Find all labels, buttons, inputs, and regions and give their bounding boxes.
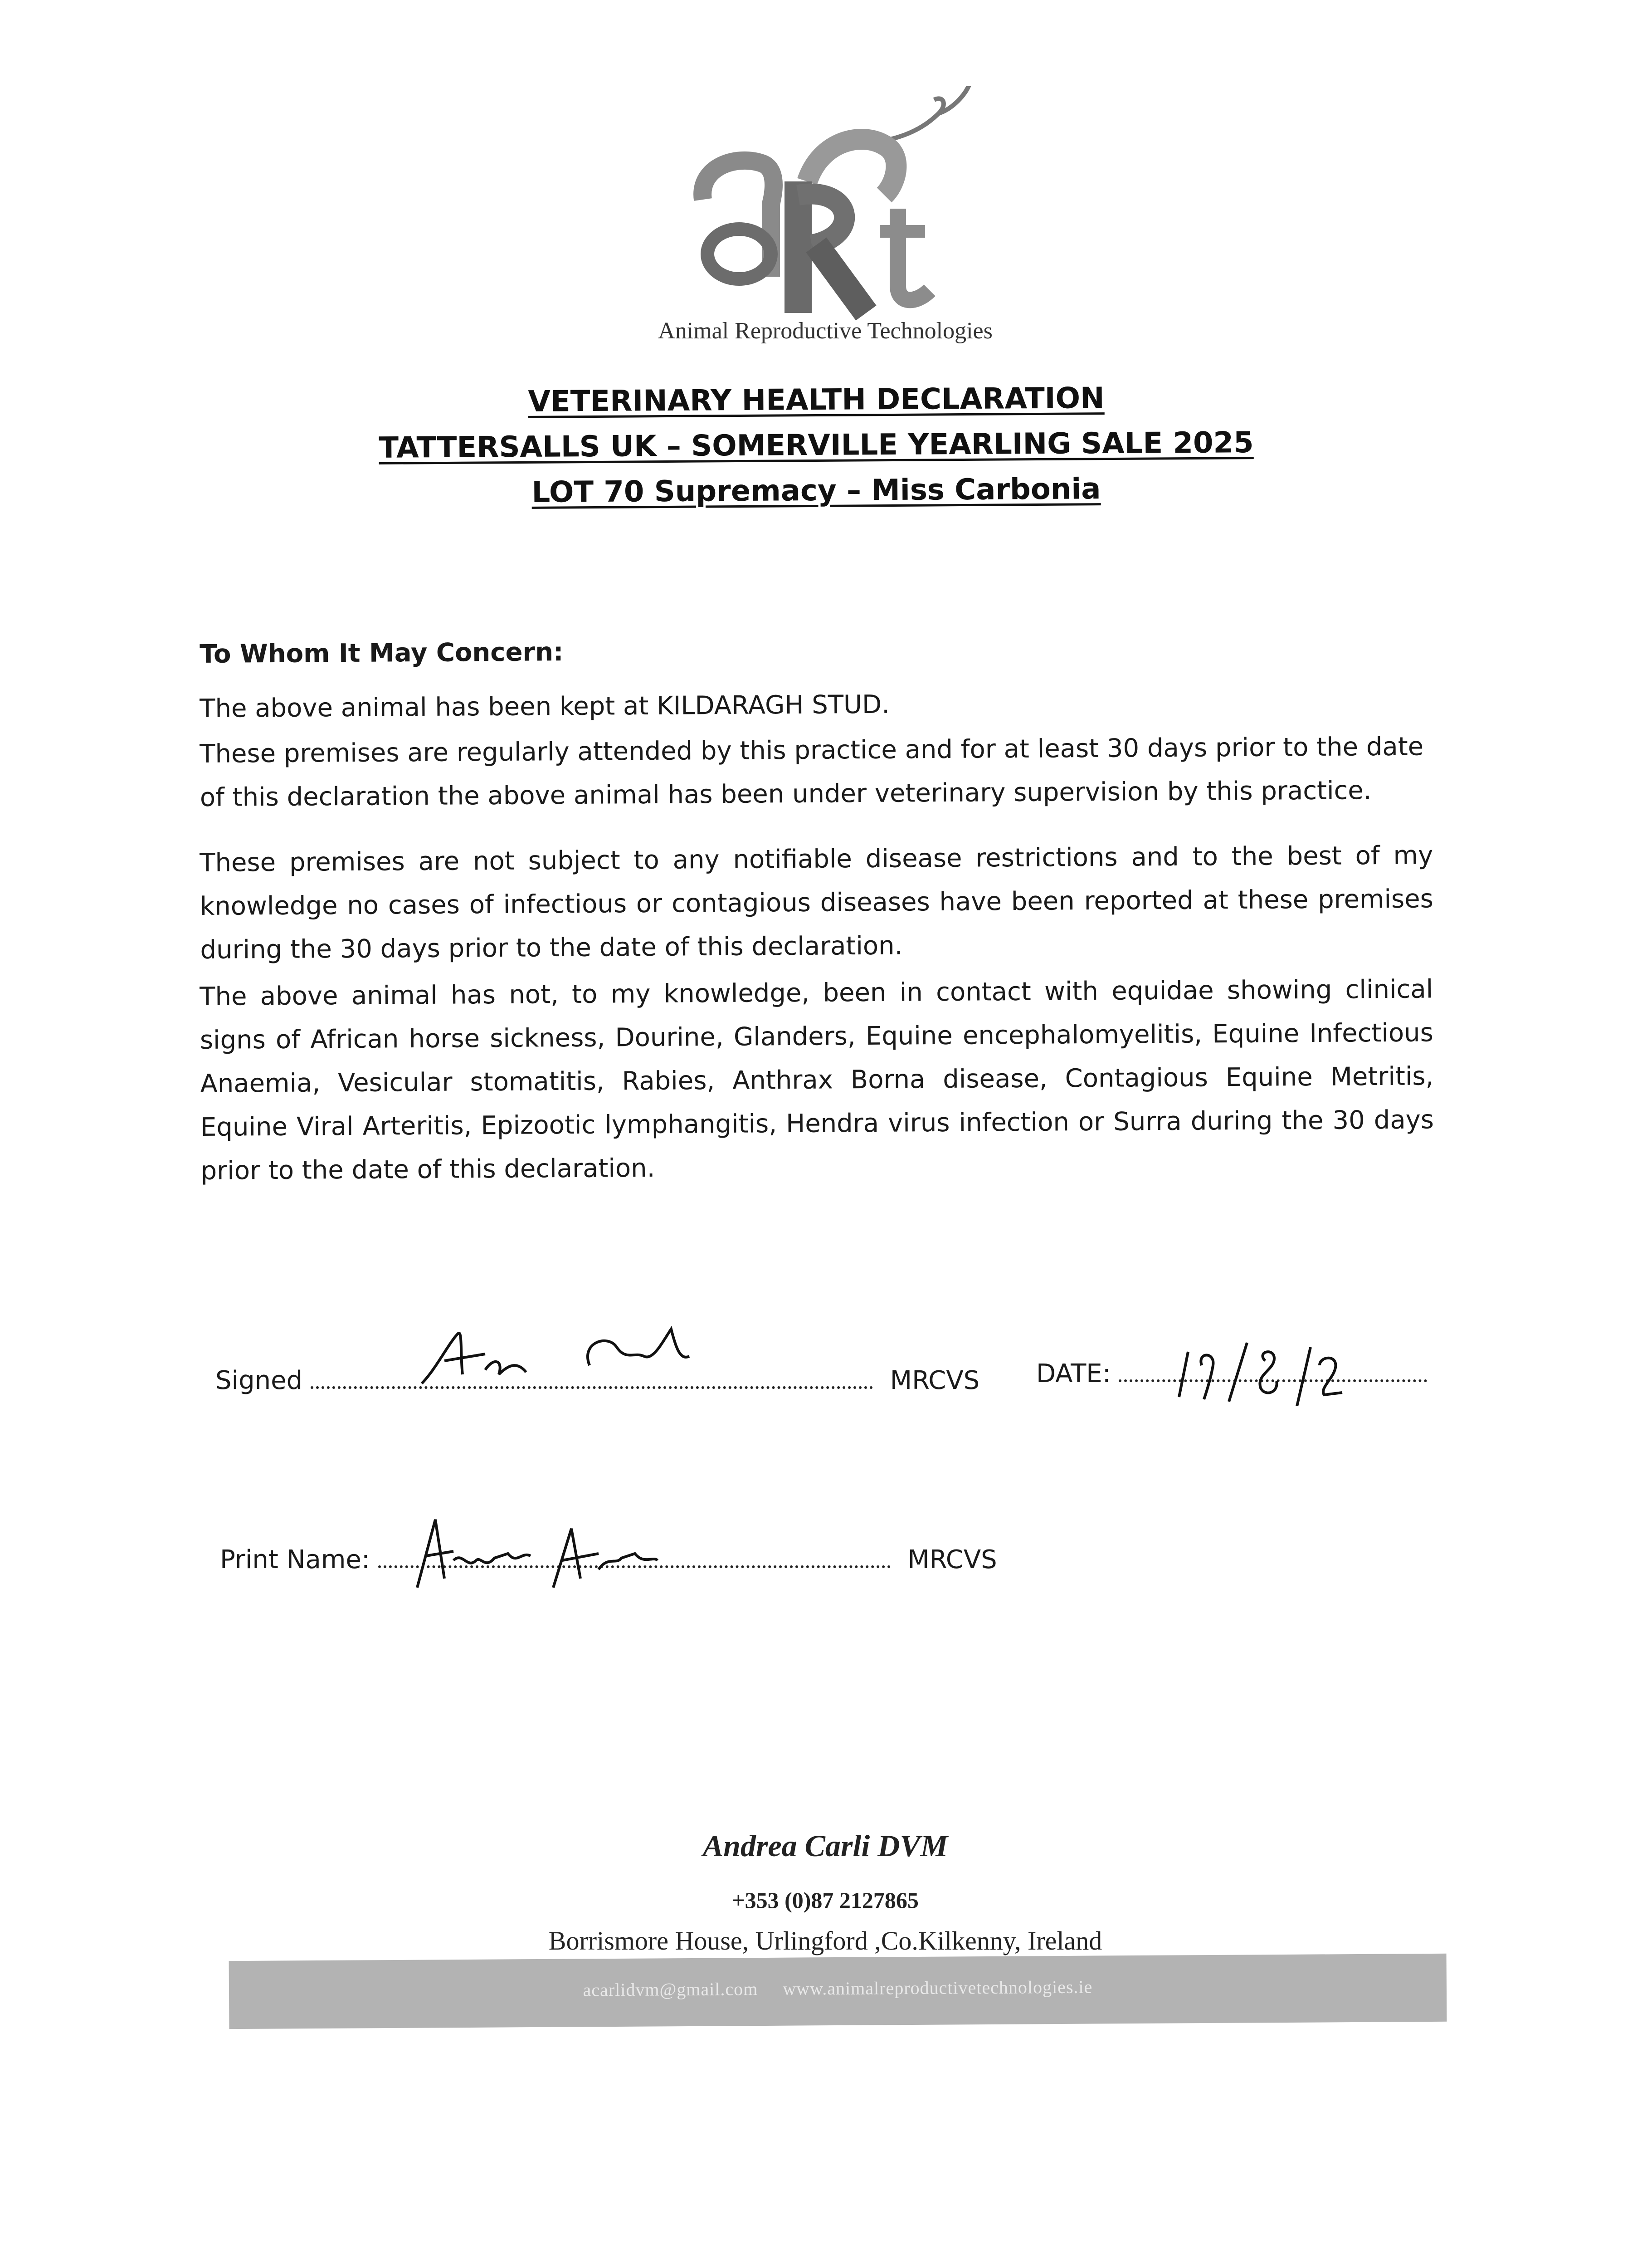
print-name-label: Print Name: — [220, 1545, 370, 1574]
paragraph-kept-at: The above animal has been kept at KILDARAGH STUD. — [200, 689, 890, 723]
print-name-suffix: MRCVS — [907, 1545, 997, 1574]
lot-title: LOT 70 Supremacy – Miss Carbonia — [531, 472, 1101, 509]
art-logo-mark — [671, 86, 979, 340]
handwritten-print-name — [408, 1510, 662, 1592]
footer-address: Borrismore House, Urlingford ,Co.Kilkenny, Ireland — [548, 1926, 1102, 1955]
greeting: To Whom It May Concern: — [200, 637, 564, 669]
art-logo — [671, 86, 979, 340]
document-title: VETERINARY HEALTH DECLARATION — [528, 381, 1105, 419]
footer-email[interactable]: acarlidvm@gmail.com — [583, 1979, 758, 2000]
paragraph-supervision: These premises are regularly attended by this practice and for at least 30 days prior to the date of this declaration the above animal has been under veterinary supervision by this practice. — [200, 732, 1424, 812]
footer-contact-text — [229, 1974, 1447, 2003]
sale-title: TATTERSALLS UK – SOMERVILLE YEARLING SALE 2025 — [379, 426, 1254, 465]
signed-label: Signed — [215, 1366, 303, 1395]
handwritten-date — [1161, 1338, 1351, 1406]
paragraph-no-restrictions: These premises are not subject to any notifiable disease restrictions and to the best of my knowledge no cases of infectious or contagious diseases have been reported at these premises during the 30 days prior to the date of this declaration. — [200, 841, 1434, 965]
date-label: DATE: — [1036, 1359, 1111, 1388]
paragraph-no-contact: The above animal has not, to my knowledge, been in contact with equidae showing clinical signs of African horse sickness, Dourine, Glanders, Equine encephalomyelitis, Equine Infectious Anaemia, Vesicular stomatitis, Rabies, Anthrax Borna disease, Contagious Equine Metritis, Equine Viral Arteritis, Epizootic lymphangitis, Hendra virus infection or Surra during the 30 days prior to the date of this declaration. — [200, 974, 1434, 1186]
signed-suffix: MRCVS — [890, 1366, 980, 1395]
footer-phone: +353 (0)87 2127865 — [732, 1887, 919, 1913]
footer-website[interactable]: www.animalreproductivetechnologies.ie — [783, 1976, 1093, 1999]
footer-vet-name: Andrea Carli DVM — [702, 1828, 948, 1863]
logo-caption: Animal Reproductive Technologies — [658, 318, 993, 344]
handwritten-signature — [417, 1315, 698, 1397]
footer-contact-bar — [229, 1954, 1447, 2029]
